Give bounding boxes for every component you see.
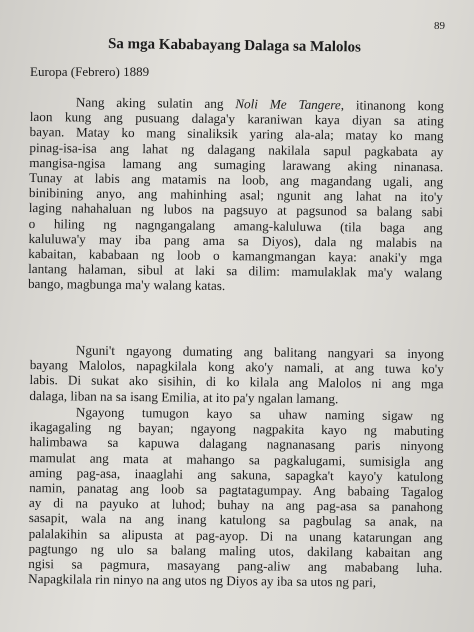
- text-line: Nguni't ngayong dumating ang balitang nangyari sa inyong: [75, 342, 444, 362]
- text-line: labis. Di sukat ako sisihin, di ko kilala ang Malolos ni ang mga: [29, 372, 444, 392]
- text-line: ngisi sa pagmura, masayang pang-aliw ang mababang luha.: [28, 556, 443, 576]
- text-line: mamulat ang mata at mahango sa pagkalugami, sumisigla ang: [29, 449, 444, 469]
- text-line: palalakihin sa alipusta at pag-ayop. Di na unang katarungan ang: [28, 525, 443, 545]
- text-line: mangisa-ngisa lamang ang sumaging larawang aking ninanasa.: [29, 154, 444, 175]
- text-line: namin, panatag ang loob sa pagtatagumpay. Ang babaing Tagalog: [29, 480, 444, 500]
- book-title-italic: Noli Me Tangere: [235, 96, 341, 113]
- text-line: kaluluwa'y may iba pang ama sa Diyos), dala ng malabis na: [28, 230, 443, 251]
- text-line: Napagkilala rin ninyo na ang utos ng Diyos ay iba sa utos ng pari,: [28, 571, 377, 590]
- text-line: aming pag-asa, inaaglahi ang sakuna, sapagka't kayo'y katulong: [29, 464, 444, 485]
- paragraph-2: [29, 342, 444, 407]
- text-line: kabaitan, kababaan ng loob o kamangmangan kaya: anaki'y mga: [28, 246, 443, 266]
- text-line: laging nahahaluan ng lubos na pagsuyo at pagsunod sa balang sabi: [28, 200, 443, 220]
- paragraph-1: [28, 94, 444, 296]
- text-line: bango, magbunga ma'y walang katas.: [27, 276, 226, 294]
- text-line: Ngayong tumugon kayo sa uhaw naming sigaw ng: [75, 404, 444, 424]
- text-line: ay di na payuko at luhod; buhay na ang pag-asa sa panahong: [28, 495, 444, 515]
- paragraph-3: [28, 404, 444, 591]
- text-line: laon kung ang pusuang dalaga'y karaniwan kaya diyan sa ating: [29, 109, 444, 129]
- text-line: pagtungo ng ulo sa balang maling utos, dakilang kabaitan ang: [28, 540, 443, 561]
- text-line: lantang halaman, sibul at laki sa dilim: mamulaklak ma'y walang: [28, 261, 443, 281]
- text-line: bayang Malolos, napagkilala kong ako'y namali, at ang tuwa ko'y: [29, 357, 444, 377]
- text-line: Nang aking sulatin ang Noli Me Tangere, itinanong kong: [75, 94, 444, 114]
- dateline: Europa (Febrero) 1889: [30, 64, 150, 79]
- text-line: binibining anyo, ang mahinhing asal; ngunit ang lahat na ito'y: [28, 185, 444, 205]
- page-number: 89: [434, 20, 445, 32]
- text-line: halimbawa sa kapuwa dalagang nagnanasang paris ninyong: [29, 434, 444, 454]
- text-line: ikagagaling ng bayan; ngayong nagpakita kayo ng mabuting: [29, 419, 444, 439]
- text-line: bayan. Matay ko mang sinaliksik yaring ala-ala; matay ko mang: [29, 124, 444, 144]
- text-line: o hiling ng nagngangalang amang-kaluluwa (tila baga ang: [28, 215, 443, 235]
- text-line: dalaga, liban na sa isang Emilia, at ito pa'y ngalan lamang.: [29, 387, 339, 406]
- text-line: Tunay at labis ang matamis na loob, ang magandang ugali, ang: [29, 170, 444, 190]
- chapter-title: Sa mga Kababayang Dalaga sa Malolos: [107, 36, 362, 56]
- text-line: pinag-isa-isa ang lahat ng dalagang nakilala sapul pagkabata ay: [29, 139, 444, 159]
- text-line: sasapit, wala na ang inang katulong sa pagbulag sa anak, na: [28, 510, 443, 530]
